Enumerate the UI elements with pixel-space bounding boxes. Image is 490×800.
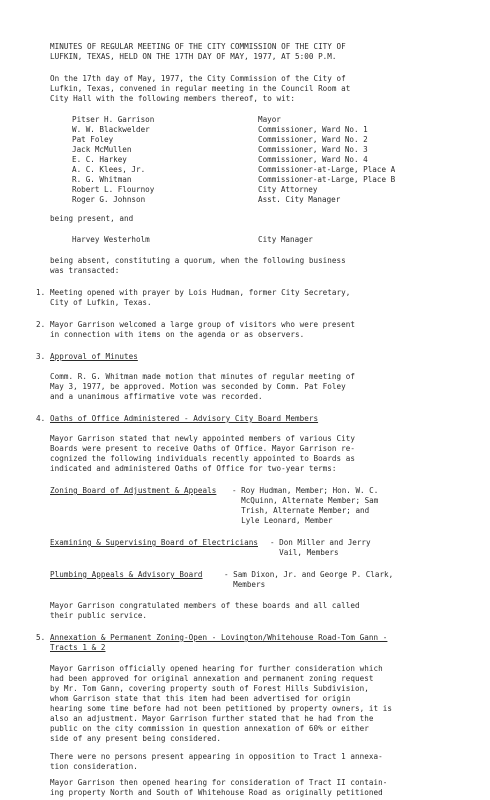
- item-5-para2-line: tion consideration.: [50, 762, 138, 771]
- header-line-2: LUFKIN, TEXAS, HELD ON THE 17TH DAY OF MAY, 1977, AT 5:00 P.M.: [50, 52, 337, 61]
- absent-title: City Manager: [258, 235, 313, 244]
- item-5-para2-line: There were no persons present appearing in opposition to Tract 1 annexa-: [50, 752, 383, 761]
- item-5-para1-line: Mayor Garrison officially opened hearing for further consideration which: [50, 664, 383, 673]
- item-4-line-2: Boards were present to receive Oaths of Office. Mayor Garrison re-: [50, 444, 356, 453]
- board-members-line: Lyle Leonard, Member: [232, 516, 333, 525]
- member-name: E. C. Harkey: [72, 155, 127, 164]
- member-title: Commissioner, Ward No. 1: [258, 125, 368, 134]
- board-label: Zoning Board of Adjustment & Appeals: [50, 486, 217, 495]
- board-members-line: - Don Miller and Jerry: [270, 538, 371, 547]
- item-4-line-1: Mayor Garrison stated that newly appointed members of various City: [50, 434, 356, 443]
- header-line-1: MINUTES OF REGULAR MEETING OF THE CITY COMMISSION OF THE CITY OF: [50, 42, 346, 51]
- member-name: Jack McMullen: [72, 145, 132, 154]
- board-members-line: Vail, Members: [270, 548, 339, 557]
- member-name: Pitser H. Garrison: [72, 115, 155, 124]
- item-5-para1-line: also an adjustment. Mayor Garrison further stated that he had from the: [50, 714, 374, 723]
- item-5-para1-line: whom Garrison state that this item had been advertised for origin: [50, 694, 351, 703]
- board-label: Examining & Supervising Board of Electricians: [50, 538, 258, 547]
- item-2-line-1: Mayor Garrison welcomed a large group of visitors who were present: [50, 320, 356, 329]
- board-members-line: McQuinn, Alternate Member; Sam: [232, 496, 379, 505]
- member-title: City Attorney: [258, 185, 318, 194]
- member-title: Commissioner-at-Large, Place A: [258, 165, 396, 174]
- item-3-line-1: Comm. R. G. Whitman made motion that minutes of regular meeting of: [50, 372, 356, 381]
- quorum-line-1: being absent, constituting a quorum, when the following business: [50, 256, 346, 265]
- item-5-para3-line: ing property North and South of Whitehouse Road as originally petitioned: [50, 788, 383, 797]
- item-5-para1-line: by Mr. Tom Gann, covering property south of Forest Hills Subdivision,: [50, 684, 369, 693]
- item-4-line-4: indicated and administered Oaths of Office for two-year terms:: [50, 464, 337, 473]
- item-number: 4.: [36, 414, 46, 423]
- item-5-para1-line: public on the city commission in question annexation of 60% or either: [50, 724, 369, 733]
- item-5-para3-line: Mayor Garrison then opened hearing for consideration of Tract II contain-: [50, 778, 388, 787]
- being-present: being present, and: [50, 214, 134, 223]
- member-title: Commissioner-at-Large, Place B: [258, 175, 396, 184]
- item-3-line-2: May 3, 1977, be approved. Motion was seconded by Comm. Pat Foley: [50, 382, 346, 391]
- item-5-heading-2: Tracts 1 & 2: [50, 643, 106, 652]
- intro-line-3: City Hall with the following members thereof, to wit:: [50, 94, 295, 103]
- member-name: W. W. Blackwelder: [72, 125, 150, 134]
- board-members-line: Trish, Alternate Member; and: [232, 506, 370, 515]
- member-title: Commissioner, Ward No. 3: [258, 145, 368, 154]
- member-name: A. C. Klees, Jr.: [72, 165, 146, 174]
- thanks-line-1: Mayor Garrison congratulated members of these boards and all called: [50, 601, 360, 610]
- member-name: R. G. Whitman: [72, 175, 132, 184]
- board-label: Plumbing Appeals & Advisory Board: [50, 570, 203, 579]
- intro-line-1: On the 17th day of May, 1977, the City Commission of the City of: [50, 74, 346, 83]
- item-number: 2.: [36, 320, 46, 329]
- member-title: Asst. City Manager: [258, 195, 341, 204]
- item-4-heading: Oaths of Office Administered - Advisory City Board Members: [50, 414, 319, 423]
- member-title: Commissioner, Ward No. 2: [258, 135, 368, 144]
- member-title: Mayor: [258, 115, 281, 124]
- absent-name: Harvey Westerholm: [72, 235, 150, 244]
- item-3-line-3: and a unanimous affirmative vote was recorded.: [50, 392, 263, 401]
- member-name: Robert L. Flournoy: [72, 185, 155, 194]
- item-4-line-3: cognized the following individuals recently appointed to Boards as: [50, 454, 356, 463]
- board-members-line: Members: [224, 580, 266, 589]
- item-1-line-2: City of Lufkin, Texas.: [50, 298, 152, 307]
- item-number: 3.: [36, 352, 46, 361]
- board-members-line: - Sam Dixon, Jr. and George P. Clark,: [224, 570, 394, 579]
- intro-line-2: Lufkin, Texas, convened in regular meeting in the Council Room at: [50, 84, 351, 93]
- item-number: 1.: [36, 288, 46, 297]
- thanks-line-2: their public service.: [50, 611, 148, 620]
- item-5-para1-line: had been approved for original annexation and permanent zoning request: [50, 674, 374, 683]
- member-title: Commissioner, Ward No. 4: [258, 155, 368, 164]
- item-5-heading-1: Annexation & Permanent Zoning-Open - Lovington/Whitehouse Road-Tom Gann -: [50, 633, 388, 642]
- item-5-para1-line: side of any present being considered.: [50, 734, 222, 743]
- item-5-para1-line: hearing some time before had not been petitioned by property owners, it is: [50, 704, 393, 713]
- quorum-line-2: was transacted:: [50, 266, 120, 275]
- item-1-line-1: Meeting opened with prayer by Lois Hudman, former City Secretary,: [50, 288, 351, 297]
- member-name: Roger G. Johnson: [72, 195, 146, 204]
- board-members-line: - Roy Hudman, Member; Hon. W. C.: [232, 486, 379, 495]
- item-3-heading: Approval of Minutes: [50, 352, 138, 361]
- item-2-line-2: in connection with items on the agenda or as observers.: [50, 330, 305, 339]
- member-name: Pat Foley: [72, 135, 114, 144]
- item-number: 5.: [36, 633, 46, 642]
